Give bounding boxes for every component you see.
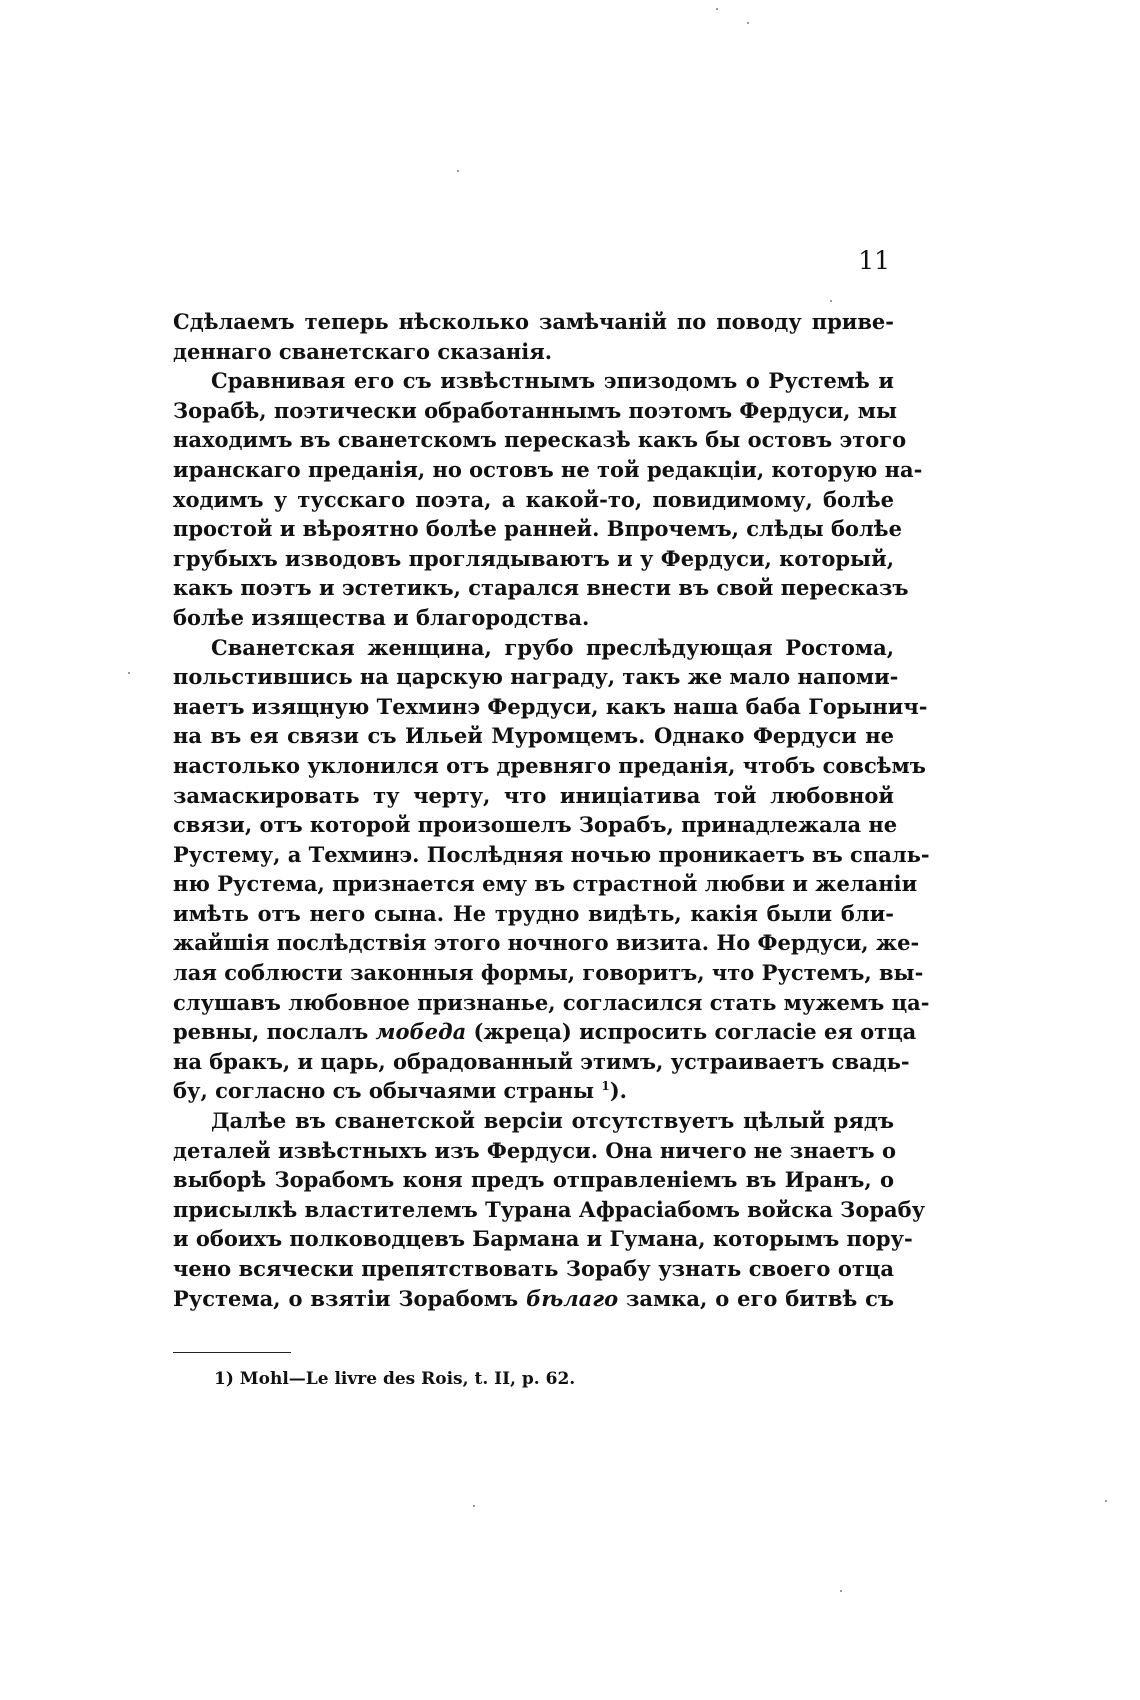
text-line: польстившись на царскую награду, такъ же мало напоми- xyxy=(173,664,899,690)
text-line: иранскаго преданія, но остовъ не той редакціи, которую на- xyxy=(173,456,923,482)
scan-speck xyxy=(830,300,832,302)
text-line xyxy=(173,1076,894,1106)
text-line: имѣть отъ него сына. Не трудно видѣть, какія были бли- xyxy=(173,900,894,926)
text-line: деннаго сванетскаго сказанія. xyxy=(173,338,553,364)
footnote-divider xyxy=(173,1352,291,1353)
scan-speck xyxy=(473,1505,475,1507)
scan-speck xyxy=(747,22,749,24)
text-line: настолько уклонился отъ древняго преданія, чтобъ совсѣмъ xyxy=(173,752,926,778)
text-line xyxy=(173,1017,917,1047)
text-line xyxy=(173,1284,894,1314)
footnote-text: Mohl—Le livre des Rois, t. II, p. 62. xyxy=(239,1369,576,1389)
scan-speck xyxy=(128,672,130,674)
text-line: Зорабѣ, поэтически обработаннымъ поэтомъ Фердуси, мы xyxy=(173,397,898,423)
text-line: Далѣе въ сванетской версіи отсутствуетъ цѣлый рядъ xyxy=(211,1108,894,1134)
text-line: простой и вѣроятно болѣе ранней. Впрочемъ, слѣды болѣе xyxy=(173,516,902,542)
text-line: связи, отъ которой произошелъ Зорабъ, принадлежала не xyxy=(173,812,898,838)
text-line: Сванетская женщина, грубо преслѣдующая Ростома, xyxy=(211,634,894,660)
text-line: ходимъ у тусскаго поэта, а какой-то, повидимому, болѣе xyxy=(173,486,894,512)
text-line: Сравнивая его съ извѣстнымъ эпизодомъ о Рустемѣ и xyxy=(211,368,894,394)
text-line: Рустему, а Техминэ. Послѣдняя ночью проникаетъ въ спаль- xyxy=(173,841,930,867)
text-line: деталей извѣстныхъ изъ Фердуси. Она ничего не знаетъ о xyxy=(173,1137,896,1163)
scan-speck xyxy=(716,8,718,10)
text-segment: ревны, послалъ xyxy=(173,1019,369,1045)
italic-word: бѣлаго xyxy=(526,1285,619,1311)
footnote-mark: 1) xyxy=(214,1369,234,1389)
text-line: и обоихъ полководцевъ Бармана и Гумана, которымъ пору- xyxy=(173,1226,913,1252)
italic-word: мобеда xyxy=(375,1019,467,1045)
text-line: находимъ въ сванетскомъ пересказѣ какъ бы остовъ этого xyxy=(173,427,907,453)
text-line: лая соблюсти законныя формы, говоритъ, что Рустемъ, вы- xyxy=(173,960,924,986)
text-line: Сдѣлаемъ теперь нѣсколько замѣчаній по поводу приве- xyxy=(173,309,894,334)
footnote xyxy=(214,1367,575,1391)
scan-speck xyxy=(840,1590,842,1592)
footnote-reference: 1 xyxy=(601,1079,610,1094)
text-line: слушавъ любовное признанье, согласился стать мужемъ ца- xyxy=(173,989,930,1015)
text-line: наетъ изящную Техминэ Фердуси, какъ наша баба Горынич- xyxy=(173,693,928,719)
text-line: жайшія послѣдствія этого ночного визита. Но Фердуси, же- xyxy=(173,930,920,956)
text-segment: Рустема, о взятіи Зорабомъ xyxy=(173,1285,519,1311)
text-line: болѣе изящества и благородства. xyxy=(173,604,590,630)
scan-speck xyxy=(457,170,459,172)
text-line: грубыхъ изводовъ проглядываютъ и у Фердуси, который, xyxy=(173,545,894,571)
page-number: 11 xyxy=(858,246,890,275)
text-line: присылкѣ властителемъ Турана Афрасіабомъ войска Зорабу xyxy=(173,1196,926,1222)
main-text xyxy=(173,307,930,1313)
text-line: ню Рустема, признается ему въ страстной любви и желаніи xyxy=(173,871,918,897)
text-segment: замка, о его битвѣ съ xyxy=(625,1285,895,1311)
text-line: на бракъ, и царь, обрадованный этимъ, устраиваетъ свадь- xyxy=(173,1048,910,1074)
text-segment: (жреца) испросить согласіе ея отца xyxy=(473,1019,917,1045)
text-segment: бу, согласно съ обычаями страны xyxy=(173,1078,595,1104)
text-line: чено всячески препятствовать Зорабу узнать своего отца xyxy=(173,1256,894,1281)
text-line: замаскировать ту черту, что иниціатива той любовной xyxy=(173,782,894,808)
text-line: на въ ея связи съ Ильей Муромцемъ. Однако Фердуси не xyxy=(173,723,894,749)
scan-speck xyxy=(1105,1500,1107,1502)
text-line: какъ поэтъ и эстетикъ, старался внести въ свой пересказъ xyxy=(173,575,909,601)
text-line: выборѣ Зорабомъ коня предъ отправленіемъ въ Иранъ, о xyxy=(173,1167,894,1193)
text-segment: ). xyxy=(609,1078,627,1104)
